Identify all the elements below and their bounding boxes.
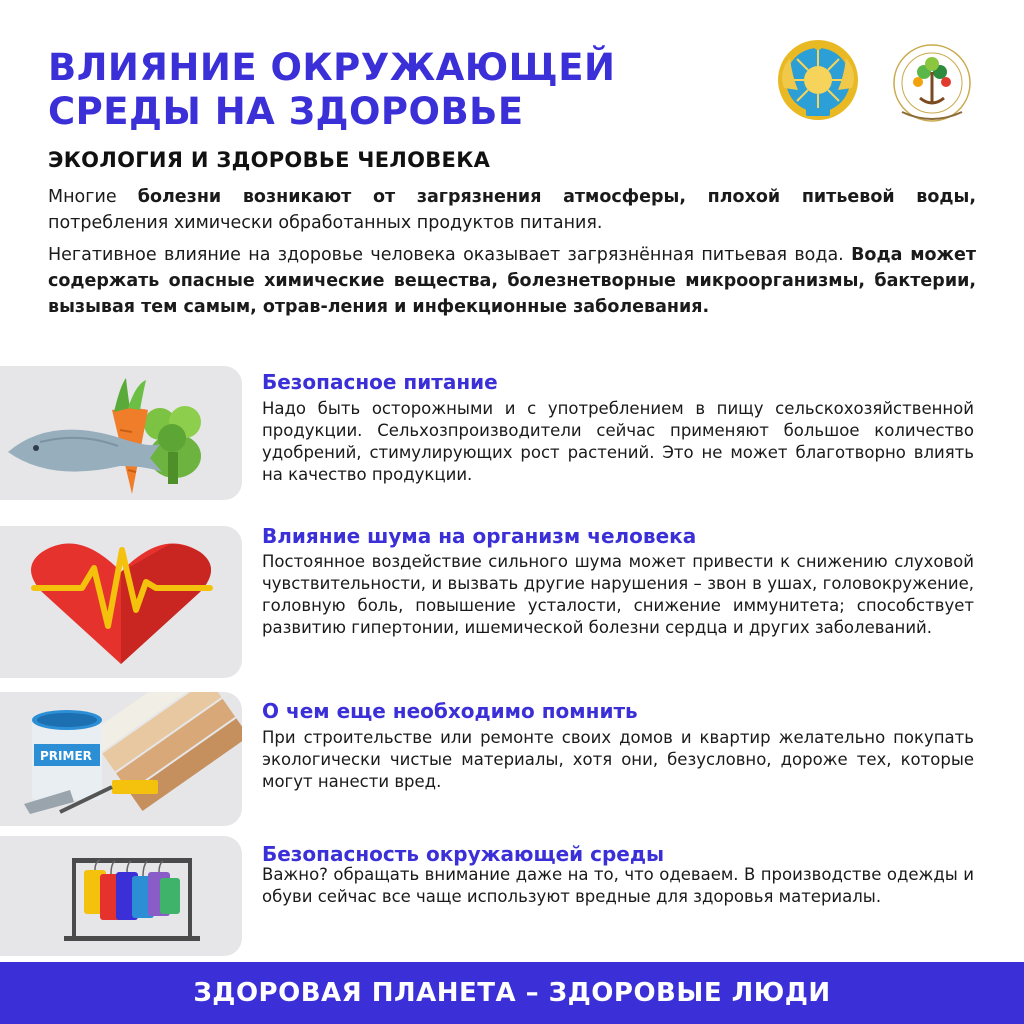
section-heading-environment: Безопасность окружающей среды — [262, 842, 665, 866]
heart-pulse-icon — [0, 526, 242, 678]
heart-illustration-card — [0, 526, 242, 678]
page-title — [48, 46, 748, 134]
construction-illustration-card — [0, 692, 242, 826]
section-text-noise: Постоянное воздействие сильного шума может привести к снижению слуховой чувствительности, и вызвать другие нарушения – звон в ушах, головокружение, головную боль, повышение усталости, снижение иммунитета; способствует развитию гипертонии, ишемической болезни сердца и других заболеваний. — [262, 552, 974, 637]
intro-paragraph-2 — [48, 242, 976, 320]
section-text-environment: Важно? обращать внимание даже на то, что одеваем. В производстве одежды и обуви сейчас все чаще используют вредные для здоровья материалы. — [262, 865, 974, 906]
primer-label: PRIMER — [40, 749, 92, 763]
food-illustration-card — [0, 366, 242, 500]
kazakhstan-emblem-icon — [776, 38, 860, 122]
title-line-1: ВЛИЯНИЕ ОКРУЖАЮЩЕЙ — [48, 46, 616, 89]
section-text-remember: При строительстве или ремонте своих домов и квартир желательно покупать экологически чистые материалы, хотя они, безусловно, дороже тех, которые могут нанести вред. — [262, 728, 974, 791]
title-line-2: СРЕДЫ НА ЗДОРОВЬЕ — [48, 90, 524, 133]
clothes-rack-icon — [0, 836, 242, 956]
intro-2-text-bold: Вода может содержать опасные химические вещества, болезнетворные микроорганизмы, бактерии, вызывая тем самым, отрав-ления и инфекционные заболевания. — [48, 245, 976, 317]
section-subtitle: ЭКОЛОГИЯ И ЗДОРОВЬЕ ЧЕЛОВЕКА — [48, 148, 491, 172]
intro-1-text-bold: болезни возникают от загрязнения атмосферы, плохой питьевой воды, — [137, 187, 976, 207]
intro-1-text-c: потребления химически обработанных продуктов питания. — [48, 213, 603, 233]
clothes-illustration-card — [0, 836, 242, 956]
intro-2-text-a: Негативное влияние на здоровье человека оказывает загрязнённая питьевая вода. — [48, 245, 852, 265]
food-icon — [0, 366, 242, 500]
intro-paragraph-1 — [48, 184, 976, 236]
intro-1-text-a: Многие — [48, 187, 138, 207]
construction-materials-icon — [0, 692, 242, 826]
section-text-safe-food: Надо быть осторожными и с употреблением в пищу сельскохозяйственной продукции. Сельхозпроизводители сейчас применяют большое количество удобрений, стимулирующих рост растений. Это не может благотворно влиять на качество продукции. — [262, 399, 974, 484]
section-heading-remember: О чем еще необходимо помнить — [262, 699, 638, 723]
section-heading-noise: Влияние шума на организм человека — [262, 524, 697, 548]
footer-slogan: ЗДОРОВАЯ ПЛАНЕТА – ЗДОРОВЫЕ ЛЮДИ — [193, 978, 831, 1008]
footer-banner — [0, 962, 1024, 1024]
organization-logo-icon — [884, 42, 980, 124]
section-heading-safe-food: Безопасное питание — [262, 370, 498, 394]
